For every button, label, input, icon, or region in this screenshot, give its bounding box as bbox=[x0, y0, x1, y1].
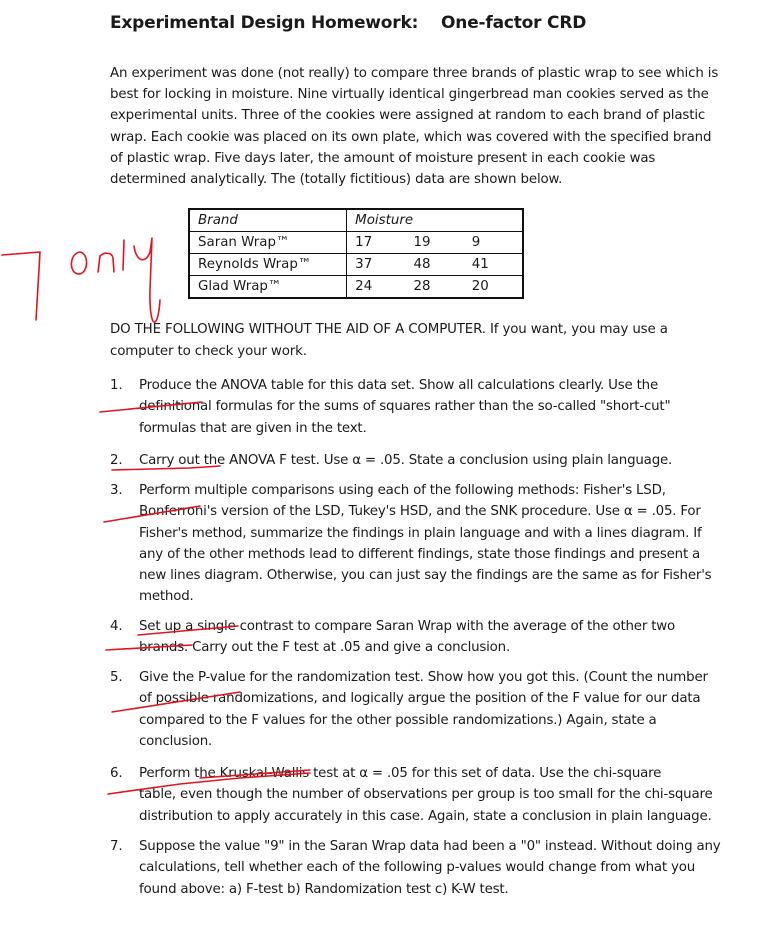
question-line: formulas that are given in the text. bbox=[139, 420, 367, 436]
intro-line: of plastic wrap. Five days later, the amount of moisture present in each cookie was bbox=[110, 150, 656, 166]
question-line: any of the other methods lead to different findings, state those findings and present a bbox=[139, 546, 701, 562]
intro-line: best for locking in moisture. Nine virtually identical gingerbread man cookies served as the bbox=[110, 87, 709, 103]
question-number: 7. bbox=[110, 839, 123, 854]
question-line: Give the P-value for the randomization test. Show how you got this. (Count the number bbox=[139, 670, 708, 685]
intro-line: wrap. Each cookie was placed on its own plate, which was covered with the specified brand bbox=[110, 129, 712, 145]
question-4 bbox=[110, 616, 780, 659]
question-line: Suppose the value "9" in the Saran Wrap data had been a "0" instead. Without doing any bbox=[139, 839, 721, 854]
moisture-data-table bbox=[188, 208, 524, 299]
question-line: found above: a) F-test b) Randomization test c) K-W test. bbox=[139, 881, 509, 897]
header-brand: Brand bbox=[189, 209, 347, 232]
question-5 bbox=[110, 667, 780, 752]
value-cell: 24 bbox=[347, 276, 406, 299]
value-cell: 19 bbox=[405, 232, 463, 254]
question-number: 1. bbox=[110, 378, 123, 393]
value-cell: 20 bbox=[464, 276, 523, 299]
intro-line: experimental units. Three of the cookies were assigned at random to each brand of plastic bbox=[110, 108, 706, 124]
question-line: Produce the ANOVA table for this data set. Show all calculations clearly. Use the bbox=[139, 378, 659, 393]
intro-line: An experiment was done (not really) to compare three brands of plastic wrap to see which is bbox=[110, 66, 719, 81]
directive-line: DO THE FOLLOWING WITHOUT THE AID OF A COMPUTER. If you want, you may use a bbox=[110, 322, 668, 337]
question-line: Perform multiple comparisons using each of the following methods: Fisher's LSD, bbox=[139, 483, 666, 498]
question-number: 3. bbox=[110, 483, 123, 498]
question-line: method. bbox=[139, 589, 194, 605]
intro-line: determined analytically. The (totally fictitious) data are shown below. bbox=[110, 172, 563, 188]
question-line: distribution to apply accurately in this case. Again, state a conclusion in plain language. bbox=[139, 808, 712, 824]
value-cell: 17 bbox=[347, 232, 406, 254]
question-line: definitional formulas for the sums of squares rather than the so-called "short-cut" bbox=[139, 399, 671, 415]
question-line: of possible randomizations, and logically argue the position of the F value for our data bbox=[139, 691, 701, 707]
header-moisture: Moisture bbox=[347, 209, 523, 232]
value-cell: 9 bbox=[464, 232, 523, 254]
table-row bbox=[189, 276, 523, 299]
table-header-row bbox=[189, 209, 523, 232]
question-line: Bonferroni's version of the LSD, Tukey's HSD, and the SNK procedure. Use α = .05. For bbox=[139, 504, 701, 520]
question-line: calculations, tell whether each of the following p-values would change from what you bbox=[139, 860, 696, 876]
brand-cell: Saran Wrap™ bbox=[189, 232, 347, 254]
question-6 bbox=[110, 763, 780, 827]
question-line: compared to the F values for the other possible randomizations.) Again, state a bbox=[139, 712, 657, 728]
question-line: Perform the Kruskal-Wallis test at α = .05 for this set of data. Use the chi-square bbox=[139, 766, 662, 781]
table-row bbox=[189, 254, 523, 276]
value-cell: 37 bbox=[347, 254, 406, 276]
handwritten-y bbox=[134, 238, 160, 322]
question-line: Carry out the ANOVA F test. Use α = .05. State a conclusion using plain language. bbox=[139, 453, 673, 468]
question-line: conclusion. bbox=[139, 733, 213, 749]
handwritten-o bbox=[71, 252, 86, 274]
handwritten-n bbox=[98, 253, 114, 272]
question-1 bbox=[110, 375, 780, 439]
document-title: Experimental Design Homework: One-factor CRD bbox=[110, 13, 587, 33]
question-line: table, even though the number of observations per group is too small for the chi-square bbox=[139, 787, 713, 803]
question-3 bbox=[110, 480, 780, 608]
question-7 bbox=[110, 836, 780, 900]
question-number: 4. bbox=[110, 619, 123, 634]
intro-paragraph bbox=[110, 63, 770, 190]
handwritten-l bbox=[123, 240, 124, 270]
value-cell: 48 bbox=[405, 254, 463, 276]
table-row bbox=[189, 232, 523, 254]
value-cell: 41 bbox=[464, 254, 523, 276]
question-line: brands. Carry out the F test at .05 and give a conclusion. bbox=[139, 640, 511, 656]
question-line: new lines diagram. Otherwise, you can just say the findings are the same as for Fisher's bbox=[139, 568, 712, 584]
handwritten-seven bbox=[2, 252, 40, 320]
directive-line: computer to check your work. bbox=[110, 343, 307, 359]
value-cell: 28 bbox=[405, 276, 463, 299]
question-line: Set up a single contrast to compare Saran Wrap with the average of the other two bbox=[139, 619, 676, 634]
brand-cell: Reynolds Wrap™ bbox=[189, 254, 347, 276]
question-2 bbox=[110, 450, 780, 471]
question-line: Fisher's method, summarize the findings in plain language and with a lines diagram. If bbox=[139, 525, 702, 541]
brand-cell: Glad Wrap™ bbox=[189, 276, 347, 299]
question-number: 5. bbox=[110, 670, 123, 685]
question-number: 2. bbox=[110, 453, 123, 468]
question-number: 6. bbox=[110, 766, 123, 781]
directive-paragraph bbox=[110, 319, 775, 362]
